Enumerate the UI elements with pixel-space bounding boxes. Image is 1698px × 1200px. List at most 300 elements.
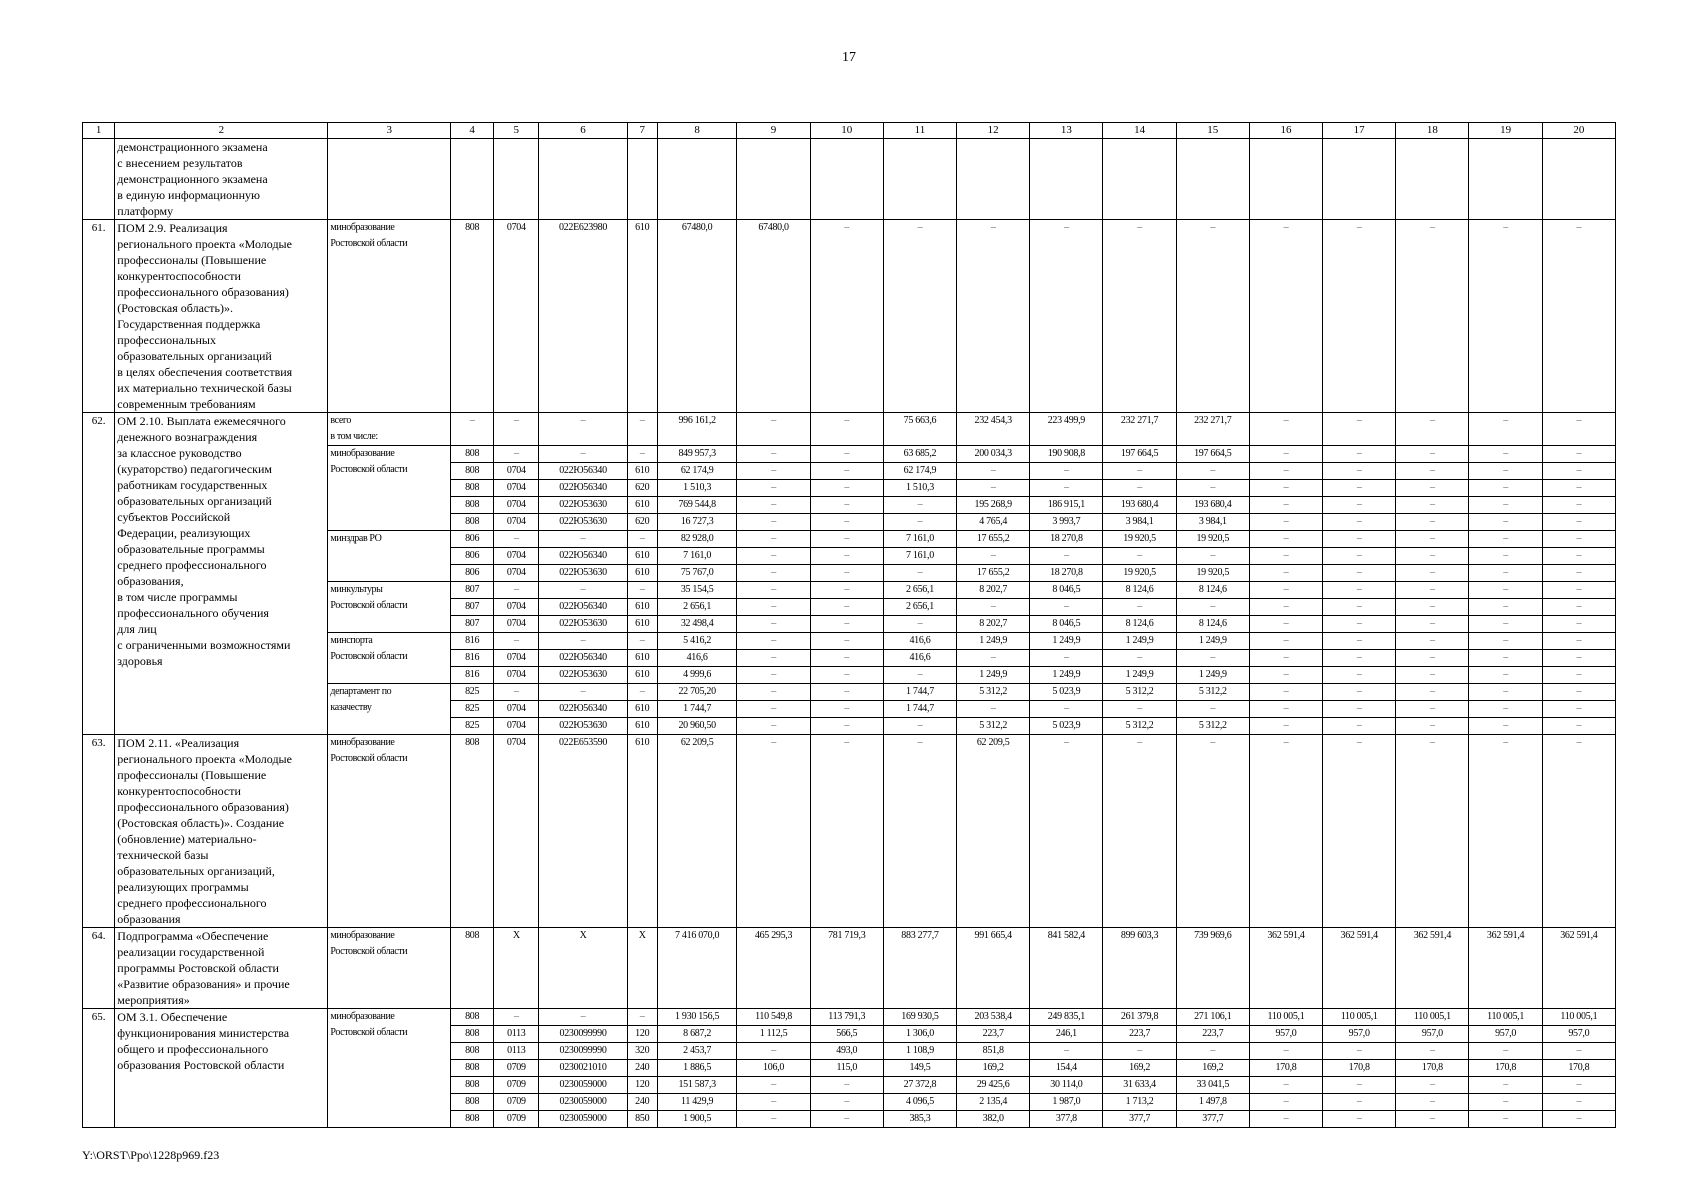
executor-cell: минобразование Ростовской области (328, 220, 451, 413)
amount-cell: 223,7 (1176, 1026, 1249, 1043)
budget-code-cell: 620 (627, 480, 657, 497)
budget-code-cell: Х (539, 928, 627, 1009)
amount-cell: 151 587,3 (657, 1077, 737, 1094)
budget-code-cell: 610 (627, 650, 657, 667)
executor-cell: минобразование Ростовской области (328, 446, 451, 531)
amount-cell: 170,8 (1396, 1060, 1469, 1077)
budget-code-cell: 807 (451, 599, 494, 616)
executor-cell: всего в том числе: (328, 413, 451, 446)
amount-cell: 5 312,2 (1103, 684, 1176, 701)
amount-cell: – (1542, 497, 1615, 514)
budget-code-cell: – (494, 582, 539, 599)
budget-code-cell: – (539, 684, 627, 701)
amount-cell: – (1323, 514, 1396, 531)
budget-code-cell: – (627, 582, 657, 599)
amount-cell: – (810, 1111, 883, 1128)
amount-cell: 416,6 (657, 650, 737, 667)
amount-cell: – (1469, 220, 1542, 413)
amount-cell: – (1249, 497, 1322, 514)
amount-cell: 223,7 (1103, 1026, 1176, 1043)
budget-code-cell (494, 139, 539, 220)
amount-cell: – (1249, 446, 1322, 463)
amount-cell: – (1396, 565, 1469, 582)
amount-cell: – (737, 480, 810, 497)
amount-cell: 4 765,4 (957, 514, 1030, 531)
amount-cell (737, 139, 810, 220)
amount-cell: – (737, 1094, 810, 1111)
amount-cell: – (1542, 633, 1615, 650)
budget-code-cell (451, 139, 494, 220)
amount-cell: 1 886,5 (657, 1060, 737, 1077)
budget-code-cell: 0704 (494, 463, 539, 480)
budget-code-cell: 0704 (494, 718, 539, 735)
amount-cell: – (810, 548, 883, 565)
amount-cell: 1 249,9 (1103, 633, 1176, 650)
amount-cell: – (1396, 582, 1469, 599)
budget-code-cell: 816 (451, 650, 494, 667)
budget-code-cell: 808 (451, 735, 494, 928)
amount-cell: – (1396, 667, 1469, 684)
amount-cell: 249 835,1 (1030, 1009, 1103, 1026)
amount-cell: 154,4 (1030, 1060, 1103, 1077)
column-number-cell: 11 (883, 123, 956, 139)
amount-cell: – (1396, 718, 1469, 735)
amount-cell: 261 379,8 (1103, 1009, 1176, 1026)
budget-code-cell: 610 (627, 616, 657, 633)
amount-cell: 75 663,6 (883, 413, 956, 446)
budget-code-cell: 610 (627, 548, 657, 565)
amount-cell (957, 139, 1030, 220)
amount-cell: – (1249, 220, 1322, 413)
amount-cell: 362 591,4 (1542, 928, 1615, 1009)
amount-cell: 8 124,6 (1176, 616, 1249, 633)
budget-code-cell: 0230099990 (539, 1026, 627, 1043)
amount-cell: – (1103, 463, 1176, 480)
amount-cell: – (737, 701, 810, 718)
amount-cell: 957,0 (1469, 1026, 1542, 1043)
column-number-cell: 13 (1030, 123, 1103, 139)
amount-cell: 841 582,4 (1030, 928, 1103, 1009)
budget-code-cell: 320 (627, 1043, 657, 1060)
amount-cell: – (1249, 633, 1322, 650)
column-number-cell: 7 (627, 123, 657, 139)
amount-cell: 110 005,1 (1396, 1009, 1469, 1026)
budget-code-cell: 808 (451, 1060, 494, 1077)
budget-code-cell: 808 (451, 463, 494, 480)
amount-cell: 957,0 (1542, 1026, 1615, 1043)
amount-cell: 362 591,4 (1323, 928, 1396, 1009)
column-number-cell: 3 (328, 123, 451, 139)
amount-cell: – (1469, 548, 1542, 565)
amount-cell: – (1323, 667, 1396, 684)
amount-cell: – (1103, 220, 1176, 413)
amount-cell: 3 993,7 (1030, 514, 1103, 531)
amount-cell: 193 680,4 (1103, 497, 1176, 514)
amount-cell: – (1323, 684, 1396, 701)
table-row (83, 220, 1616, 413)
amount-cell: – (1323, 413, 1396, 446)
amount-cell: – (1469, 718, 1542, 735)
amount-cell: 169,2 (1103, 1060, 1176, 1077)
budget-code-cell: 0230059000 (539, 1094, 627, 1111)
budget-code-cell: 0230099990 (539, 1043, 627, 1060)
budget-table (82, 122, 1616, 1128)
budget-code-cell: – (539, 582, 627, 599)
amount-cell: – (737, 1077, 810, 1094)
budget-code-cell: – (539, 1009, 627, 1026)
amount-cell: – (1176, 650, 1249, 667)
budget-code-cell: 808 (451, 928, 494, 1009)
amount-cell: 377,8 (1030, 1111, 1103, 1128)
budget-code-cell: 022Ю53630 (539, 616, 627, 633)
amount-cell: – (1396, 1043, 1469, 1060)
amount-cell: 110 005,1 (1469, 1009, 1542, 1026)
executor-cell: минспорта Ростовской области (328, 633, 451, 684)
budget-code-cell: 816 (451, 633, 494, 650)
activity-description: ОМ 3.1. Обеспечение функционирования министерства общего и профессионального образования Ростовской области (115, 1009, 328, 1128)
amount-cell: – (883, 616, 956, 633)
amount-cell: 1 510,3 (883, 480, 956, 497)
budget-code-cell: – (539, 413, 627, 446)
budget-code-cell: – (539, 633, 627, 650)
amount-cell: – (1396, 514, 1469, 531)
amount-cell: 4 096,5 (883, 1094, 956, 1111)
amount-cell: 566,5 (810, 1026, 883, 1043)
amount-cell: 18 270,8 (1030, 531, 1103, 548)
amount-cell: – (1542, 531, 1615, 548)
budget-code-cell: 0704 (494, 565, 539, 582)
amount-cell: 1 744,7 (883, 701, 956, 718)
budget-code-cell: 022Ю53630 (539, 497, 627, 514)
amount-cell: 7 161,0 (883, 531, 956, 548)
amount-cell: 1 249,9 (1176, 633, 1249, 650)
amount-cell: – (1396, 1077, 1469, 1094)
amount-cell: – (1323, 446, 1396, 463)
amount-cell: – (1396, 497, 1469, 514)
budget-code-cell: 825 (451, 701, 494, 718)
amount-cell: – (883, 667, 956, 684)
amount-cell: – (1542, 463, 1615, 480)
amount-cell: – (737, 463, 810, 480)
amount-cell: – (1542, 514, 1615, 531)
budget-code-cell: 0230059000 (539, 1111, 627, 1128)
amount-cell: 35 154,5 (657, 582, 737, 599)
amount-cell: – (810, 701, 883, 718)
amount-cell (1469, 139, 1542, 220)
amount-cell: 1 249,9 (1030, 667, 1103, 684)
amount-cell: – (737, 667, 810, 684)
budget-code-cell: 0704 (494, 497, 539, 514)
budget-code-cell: – (494, 633, 539, 650)
amount-cell: – (737, 718, 810, 735)
amount-cell: 362 591,4 (1249, 928, 1322, 1009)
budget-code-cell: 022Ю53630 (539, 514, 627, 531)
budget-code-cell: 0704 (494, 514, 539, 531)
amount-cell: – (810, 446, 883, 463)
budget-code-cell: 610 (627, 463, 657, 480)
amount-cell: 996 161,2 (657, 413, 737, 446)
column-number-cell: 16 (1249, 123, 1322, 139)
amount-cell: 5 312,2 (957, 684, 1030, 701)
amount-cell: 8 124,6 (1103, 616, 1176, 633)
budget-code-cell: – (627, 684, 657, 701)
amount-cell: 113 791,3 (810, 1009, 883, 1026)
amount-cell: – (1030, 480, 1103, 497)
amount-cell (1396, 139, 1469, 220)
column-number-cell: 19 (1469, 123, 1542, 139)
amount-cell: – (1249, 548, 1322, 565)
activity-description: Подпрограмма «Обеспечение реализации государственной программы Ростовской области «Развитие образования» и прочие мероприятия» (115, 928, 328, 1009)
budget-code-cell: 022Ю56340 (539, 599, 627, 616)
amount-cell: – (1249, 684, 1322, 701)
amount-cell: 2 656,1 (883, 582, 956, 599)
amount-cell: 197 664,5 (1103, 446, 1176, 463)
amount-cell: 377,7 (1103, 1111, 1176, 1128)
amount-cell: 1 306,0 (883, 1026, 956, 1043)
amount-cell: – (1249, 582, 1322, 599)
amount-cell: – (810, 667, 883, 684)
amount-cell: – (1396, 684, 1469, 701)
budget-code-cell: 806 (451, 531, 494, 548)
amount-cell: – (1323, 650, 1396, 667)
page-number: 17 (842, 50, 856, 65)
budget-code-cell: 808 (451, 497, 494, 514)
column-number-cell: 8 (657, 123, 737, 139)
amount-cell (1323, 139, 1396, 220)
amount-cell: 8 124,6 (1103, 582, 1176, 599)
executor-cell: минобразование Ростовской области (328, 735, 451, 928)
budget-code-cell: 0709 (494, 1077, 539, 1094)
budget-code-cell: 022Ю53630 (539, 718, 627, 735)
amount-cell: – (957, 220, 1030, 413)
amount-cell: 7 161,0 (657, 548, 737, 565)
amount-cell: – (883, 497, 956, 514)
executor-cell: минздрав РО (328, 531, 451, 582)
amount-cell: – (1176, 463, 1249, 480)
amount-cell: 62 174,9 (883, 463, 956, 480)
amount-cell: 5 312,2 (957, 718, 1030, 735)
amount-cell: – (1323, 1077, 1396, 1094)
budget-code-cell: 0704 (494, 616, 539, 633)
budget-code-cell: – (494, 684, 539, 701)
budget-code-cell: 0230059000 (539, 1077, 627, 1094)
amount-cell: – (1469, 446, 1542, 463)
amount-cell: – (1176, 480, 1249, 497)
amount-cell: – (810, 480, 883, 497)
amount-cell: 8 202,7 (957, 616, 1030, 633)
amount-cell: – (1249, 514, 1322, 531)
amount-cell: 957,0 (1396, 1026, 1469, 1043)
amount-cell: – (1542, 548, 1615, 565)
budget-code-cell: 610 (627, 599, 657, 616)
amount-cell: 957,0 (1323, 1026, 1396, 1043)
amount-cell: – (1396, 1094, 1469, 1111)
amount-cell: 5 312,2 (1176, 718, 1249, 735)
budget-code-cell: 022Ю56340 (539, 463, 627, 480)
amount-cell: – (1030, 1043, 1103, 1060)
amount-cell: 493,0 (810, 1043, 883, 1060)
amount-cell: 883 277,7 (883, 928, 956, 1009)
budget-code-cell: Х (494, 928, 539, 1009)
amount-cell: – (1396, 616, 1469, 633)
amount-cell: – (1396, 599, 1469, 616)
amount-cell: – (1249, 701, 1322, 718)
amount-cell: 1 249,9 (1030, 633, 1103, 650)
amount-cell: 991 665,4 (957, 928, 1030, 1009)
column-number-cell: 5 (494, 123, 539, 139)
amount-cell: – (1469, 413, 1542, 446)
amount-cell: – (1396, 548, 1469, 565)
amount-cell: – (1396, 1111, 1469, 1128)
amount-cell: – (1249, 718, 1322, 735)
amount-cell: – (1249, 531, 1322, 548)
amount-cell (1103, 139, 1176, 220)
amount-cell: – (1542, 599, 1615, 616)
budget-code-cell: 610 (627, 718, 657, 735)
amount-cell: – (1469, 1077, 1542, 1094)
column-number-cell: 10 (810, 123, 883, 139)
budget-code-cell: 808 (451, 514, 494, 531)
amount-cell: 170,8 (1542, 1060, 1615, 1077)
amount-cell (1249, 139, 1322, 220)
amount-cell: 7 416 070,0 (657, 928, 737, 1009)
amount-cell: – (883, 718, 956, 735)
amount-cell: 1 510,3 (657, 480, 737, 497)
amount-cell: – (1469, 701, 1542, 718)
activity-description: ПОМ 2.11. «Реализация регионального проекта «Молодые профессионалы (Повышение конкурентоспособности профессионального образования) (Ростовская область)». Создание (обновление) материально- технической базы образовательных организаций, реализующих программы среднего профессионального образования (115, 735, 328, 928)
amount-cell: – (1469, 531, 1542, 548)
budget-code-cell: 0704 (494, 701, 539, 718)
amount-cell: 1 249,9 (957, 667, 1030, 684)
amount-cell: 19 920,5 (1176, 531, 1249, 548)
amount-cell: 416,6 (883, 650, 956, 667)
amount-cell: – (883, 735, 956, 928)
amount-cell: 232 271,7 (1176, 413, 1249, 446)
amount-cell: 33 041,5 (1176, 1077, 1249, 1094)
amount-cell: 170,8 (1469, 1060, 1542, 1077)
budget-code-cell: – (627, 531, 657, 548)
amount-cell: 30 114,0 (1030, 1077, 1103, 1094)
amount-cell: – (737, 599, 810, 616)
amount-cell: – (1176, 220, 1249, 413)
amount-cell: – (737, 1111, 810, 1128)
row-number: 61. (83, 220, 115, 413)
budget-code-cell: 022Ю56340 (539, 548, 627, 565)
amount-cell: 62 174,9 (657, 463, 737, 480)
amount-cell: 7 161,0 (883, 548, 956, 565)
amount-cell: – (1542, 446, 1615, 463)
amount-cell: – (810, 633, 883, 650)
budget-code-cell: 0704 (494, 548, 539, 565)
amount-cell: – (1542, 616, 1615, 633)
budget-code-cell: 808 (451, 1077, 494, 1094)
amount-cell: 5 023,9 (1030, 684, 1103, 701)
amount-cell: – (1469, 684, 1542, 701)
amount-cell: 31 633,4 (1103, 1077, 1176, 1094)
amount-cell: – (1396, 701, 1469, 718)
amount-cell: – (1542, 684, 1615, 701)
amount-cell: – (1396, 480, 1469, 497)
amount-cell: 19 920,5 (1103, 531, 1176, 548)
amount-cell: – (737, 548, 810, 565)
amount-cell: – (1542, 220, 1615, 413)
budget-code-cell: 0230021010 (539, 1060, 627, 1077)
amount-cell: – (1030, 548, 1103, 565)
amount-cell (883, 139, 956, 220)
amount-cell: 1 249,9 (957, 633, 1030, 650)
amount-cell: – (1542, 1111, 1615, 1128)
amount-cell: – (1469, 1043, 1542, 1060)
file-path-footer: Y:\ORST\Ppo\1228p969.f23 (82, 1148, 220, 1162)
amount-cell: 169,2 (957, 1060, 1030, 1077)
budget-code-cell: 120 (627, 1077, 657, 1094)
amount-cell: 32 498,4 (657, 616, 737, 633)
amount-cell: – (883, 220, 956, 413)
amount-cell: 186 915,1 (1030, 497, 1103, 514)
amount-cell: 82 928,0 (657, 531, 737, 548)
column-number-cell: 15 (1176, 123, 1249, 139)
amount-cell: 110 549,8 (737, 1009, 810, 1026)
budget-code-cell: 022Ю53630 (539, 565, 627, 582)
amount-cell: 8 046,5 (1030, 582, 1103, 599)
budget-code-cell: 806 (451, 548, 494, 565)
amount-cell: 195 268,9 (957, 497, 1030, 514)
amount-cell: – (1103, 599, 1176, 616)
column-number-cell: 17 (1323, 123, 1396, 139)
amount-cell: – (1323, 599, 1396, 616)
amount-cell: 8 687,2 (657, 1026, 737, 1043)
amount-cell: – (1249, 480, 1322, 497)
budget-code-cell: – (627, 446, 657, 463)
amount-cell: 197 664,5 (1176, 446, 1249, 463)
amount-cell: – (1542, 582, 1615, 599)
amount-cell: 223 499,9 (1030, 413, 1103, 446)
amount-cell: 110 005,1 (1249, 1009, 1322, 1026)
amount-cell: – (1323, 463, 1396, 480)
budget-code-cell: 850 (627, 1111, 657, 1128)
budget-code-cell: 807 (451, 582, 494, 599)
amount-cell: – (810, 531, 883, 548)
budget-code-cell: 825 (451, 684, 494, 701)
amount-cell: – (1323, 548, 1396, 565)
amount-cell: 416,6 (883, 633, 956, 650)
amount-cell: – (737, 616, 810, 633)
budget-code-cell: 0704 (494, 667, 539, 684)
amount-cell: 223,7 (957, 1026, 1030, 1043)
amount-cell: – (810, 616, 883, 633)
amount-cell: 27 372,8 (883, 1077, 956, 1094)
budget-code-cell: 0704 (494, 650, 539, 667)
amount-cell: – (1542, 565, 1615, 582)
column-number-cell: 4 (451, 123, 494, 139)
amount-cell: – (1176, 548, 1249, 565)
row-number: 62. (83, 413, 115, 735)
amount-cell: – (1542, 413, 1615, 446)
amount-cell: 193 680,4 (1176, 497, 1249, 514)
amount-cell: – (810, 220, 883, 413)
amount-cell: – (1542, 480, 1615, 497)
budget-code-cell: 808 (451, 1026, 494, 1043)
amount-cell: – (957, 701, 1030, 718)
amount-cell: – (1249, 599, 1322, 616)
row-number: 65. (83, 1009, 115, 1128)
amount-cell: – (737, 1043, 810, 1060)
amount-cell: 5 312,2 (1103, 718, 1176, 735)
amount-cell: – (1469, 463, 1542, 480)
amount-cell: – (1249, 1111, 1322, 1128)
amount-cell: 1 987,0 (1030, 1094, 1103, 1111)
amount-cell: 17 655,2 (957, 531, 1030, 548)
